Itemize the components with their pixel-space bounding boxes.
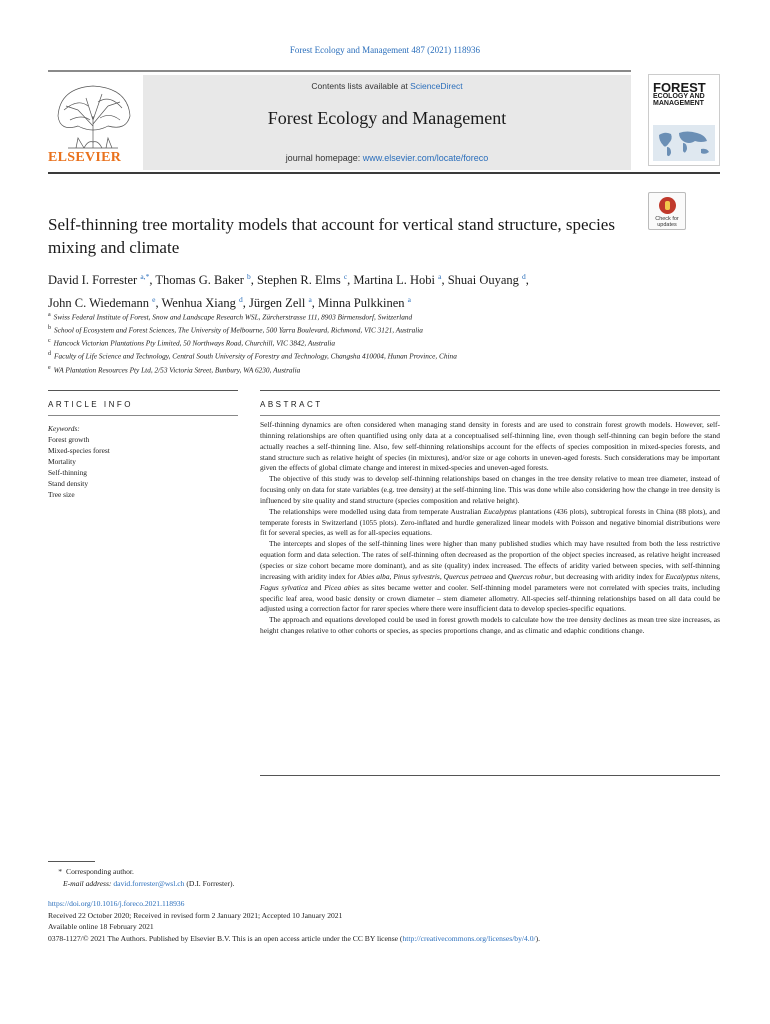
abstract-body	[260, 420, 720, 637]
author-name[interactable]: Shuai Ouyang	[447, 273, 519, 288]
species-name: Fagus sylvatica	[260, 582, 308, 592]
license-link[interactable]: http://creativecommons.org/licenses/by/4.0/	[402, 933, 536, 943]
check-updates-line-1: Check for	[655, 216, 679, 222]
abstract-text: as sites became wetter and cooler. Self-thinning model parameters were not correlated with species traits, including specific leaf area, wood basic density or crown diameter – stem diameter allometry. All-species self-thinning relationships based on all data could be adjusted using a correction factor for rarer species where there were insufficient data to develop species-specific equations.	[260, 582, 720, 614]
affiliation-letter: d	[48, 351, 51, 358]
abstract-text: The intercepts and slopes of the self-thinning lines were higher than many published studies which may have resulted from both the less restrictive equation form and data selection. The rates of self-thinning often decreased as the proportion of the object species increased, as relative height increased (species or size cohort became more dominant), and as site (quality) index increased. The effects of aridity varied between species, with self-thinning increasing with aridity index for	[260, 539, 720, 581]
affiliation-marker[interactable]: b	[247, 272, 251, 281]
journal-masthead	[143, 75, 631, 170]
affiliation-text: Faculty of Life Science and Technology, Central South University of Forestry and Technology, Changsha 410004, Hunan Province, China	[54, 351, 457, 361]
abstract-paragraph	[260, 539, 720, 615]
cover-line-3: MANAGEMENT	[653, 99, 704, 107]
cover-line-2: ECOLOGY AND	[653, 93, 705, 101]
keyword-item: Forest growth	[48, 435, 90, 444]
keywords-label: Keywords:	[48, 424, 80, 433]
contents-prefix: Contents lists available at	[311, 81, 411, 91]
article-info-top-rule	[48, 390, 238, 391]
footnote-rule	[48, 861, 95, 862]
email-suffix: (D.I. Forrester).	[184, 879, 235, 888]
affiliation-marker[interactable]: a	[438, 272, 442, 281]
affiliation-letter: b	[48, 325, 51, 332]
license-text: 0378-1127/© 2021 The Authors. Published by Elsevier B.V. This is an open access article under the CC BY license (	[48, 933, 403, 943]
abstract-divider	[260, 415, 720, 416]
affiliation-text: WA Plantation Resources Pty Ltd, 2/53 Victoria Street, Bunbury, WA 6230, Australia	[53, 364, 301, 374]
article-title: Self-thinning tree mortality models that account for vertical stand structure, species mixing and climate	[48, 215, 615, 257]
check-for-updates-label	[649, 216, 685, 228]
author-name[interactable]: John C. Wiedemann	[48, 296, 149, 311]
journal-homepage-line	[143, 153, 631, 163]
article-info-divider	[48, 415, 238, 416]
author-list: David I. Forrester $^{a,*}$, Thomas G. Baker $^b$, Stephen R. Elms $^c$, Martina L. Hobi $^a$, Shuai Ouyang $^d$, John C. Wiedemann $^e$, Wenhua Xiang $^d$, Jürgen Zell $^a$, Minna Pulkkinen $^a$	[48, 272, 529, 311]
footnote-star: *	[58, 867, 62, 876]
header-top-rule	[48, 70, 631, 72]
header-bottom-rule	[48, 172, 720, 174]
author-name[interactable]: Martina L. Hobi	[353, 273, 435, 288]
available-online-date: Available online 18 February 2021	[48, 922, 154, 932]
corresponding-label: Corresponding author.	[66, 867, 134, 876]
abstract-text: ,	[439, 571, 444, 581]
author-name[interactable]: Minna Pulkkinen	[318, 296, 405, 311]
corresponding-author-footnote	[48, 866, 720, 890]
cover-title	[653, 82, 706, 108]
affiliation-marker[interactable]: c	[343, 272, 348, 281]
journal-homepage-link[interactable]: www.elsevier.com/locate/foreco	[362, 153, 489, 163]
abstract-heading: ABSTRACT	[260, 400, 323, 409]
received-dates: Received 22 October 2020; Received in revised form 2 January 2021; Accepted 10 January 2021	[48, 910, 343, 920]
world-map-icon	[653, 125, 715, 161]
author-email-link[interactable]: david.forrester@wsl.ch	[113, 879, 185, 888]
journal-cover-image	[648, 74, 720, 166]
affiliation-letter: c	[48, 338, 51, 345]
journal-citation[interactable]: Forest Ecology and Management 487 (2021) 118936	[289, 45, 481, 55]
keyword-item: Mixed-species forest	[48, 446, 110, 455]
author-name[interactable]: Thomas G. Baker	[155, 273, 244, 288]
keyword-item: Mortality	[48, 457, 76, 466]
contents-available-line	[143, 81, 631, 91]
affiliation-letter: e	[48, 364, 51, 371]
abstract-paragraph	[260, 507, 720, 540]
species-name: Quercus petraea	[443, 571, 494, 581]
affiliation-marker[interactable]: e	[152, 295, 156, 305]
bookmark-icon	[659, 197, 676, 214]
check-for-updates-button[interactable]	[648, 192, 686, 230]
license-suffix: ).	[535, 933, 541, 943]
affiliation-marker[interactable]: a,	[140, 272, 146, 281]
affiliation-list	[48, 310, 728, 376]
homepage-prefix: journal homepage:	[285, 153, 363, 163]
sciencedirect-link[interactable]: ScienceDirect	[410, 81, 463, 91]
elsevier-wordmark: ELSEVIER	[48, 150, 122, 165]
cover-line-1: FOREST	[653, 80, 706, 95]
affiliation-text: Hancock Victorian Plantations Pty Limited, 50 Northways Road, Churchill, VIC 3842, Australia	[53, 338, 336, 348]
species-name: Eucalyptus nitens	[665, 571, 719, 581]
abstract-paragraph: Self-thinning dynamics are often considered when managing stand density in forests and are used to constrain forest growth models. However, self-thinning relationships are often quantified using only data at a conceptualised self-thinning line, even though self-thinning can begin before the stand actually reaches a self-thinning line. Also, few self-thinning relationships account for the effects of species composition in mixed-species forests, and stand structure such as relative height of species (in mixtures), and/or size or age cohorts in uneven-aged forests. Such considerations may be important given the effects of global climate change and interest in mixed-species and uneven-aged forests.	[260, 420, 720, 473]
abstract-text: and	[307, 582, 325, 592]
species-name: Abies alba	[357, 571, 390, 581]
abstract-text: , but decreasing with aridity index for	[551, 571, 666, 581]
doi-link[interactable]: https://doi.org/10.1016/j.foreco.2021.118936	[48, 899, 185, 908]
keyword-item: Self-thinning	[48, 468, 88, 477]
journal-title: Forest Ecology and Management	[267, 108, 507, 128]
affiliation-item	[48, 336, 728, 349]
abstract-top-rule	[260, 390, 720, 391]
species-name: Pinus sylvestris	[393, 571, 440, 581]
corresponding-marker[interactable]: *	[145, 272, 150, 281]
affiliation-text: Swiss Federal Institute of Forest, Snow and Landscape Research WSL, Zürcherstrasse 111, 8903 Birmensdorf, Switzerland	[53, 312, 413, 322]
abstract-paragraph: The approach and equations developed could be used in forest growth models to calculate how the tree density declines as mean tree size increases, as height changes relative to other cohorts or species, as species proportions change, and as climatic and edaphic conditions change.	[260, 615, 720, 636]
abstract-text: ,	[718, 571, 721, 581]
email-line	[48, 878, 720, 890]
affiliation-item	[48, 349, 728, 362]
publication-info	[48, 898, 738, 944]
abstract-text: The relationships were modelled using data from temperate Australian	[269, 506, 484, 516]
affiliation-text: School of Ecosystem and Forest Sciences, The University of Melbourne, 500 Yarra Boulevard, Richmond, VIC 3121, Australia	[54, 325, 423, 335]
abstract-text: ,	[389, 571, 394, 581]
affiliation-letter: a	[48, 312, 51, 318]
species-name: Quercus robur	[507, 571, 552, 581]
species-name: Eucalyptus	[483, 506, 517, 516]
keywords-block	[48, 423, 238, 500]
abstract-text: and	[493, 571, 508, 581]
affiliation-marker[interactable]: a	[308, 295, 312, 305]
abstract-text: plantations (436 plots), subtropical forests in China (88 plots), and temperate forests in Switzerland (1055 plots). Zero-inflated and hurdle generalized linear models with Poisson and negative binomial distributions were fit for several species, as well as for all-species equations.	[260, 506, 720, 538]
keyword-item: Stand density	[48, 479, 89, 488]
affiliation-item	[48, 363, 728, 376]
author-name[interactable]: Stephen R. Elms	[257, 273, 341, 288]
abstract-end-rule	[260, 775, 720, 776]
affiliation-marker[interactable]: d	[238, 295, 243, 305]
abstract-paragraph: The objective of this study was to develop self-thinning relationships based on changes in the tree density relative to mean tree diameter, instead of focusing only on data for state variables (e.g. tree density) at the self-thinning line. This was done while also considering how the change in tree density is influenced by site quality and stand structure (species composition and relative height).	[260, 474, 720, 505]
article-info-heading: ARTICLE INFO	[48, 400, 133, 409]
keyword-item: Tree size	[48, 490, 75, 499]
author-name[interactable]: David I. Forrester	[48, 273, 138, 288]
affiliation-item	[48, 310, 728, 323]
species-name: Picea abies	[324, 582, 360, 592]
corresponding-line	[48, 866, 720, 878]
author-name[interactable]: Wenhua Xiang	[161, 296, 236, 311]
email-label: E-mail address:	[63, 879, 114, 888]
check-updates-line-2: updates	[657, 222, 677, 229]
affiliation-marker[interactable]: a	[407, 295, 411, 305]
author-name[interactable]: Jürgen Zell	[248, 296, 306, 311]
license-line	[48, 933, 738, 945]
affiliation-item	[48, 323, 728, 336]
affiliation-marker[interactable]: d	[522, 272, 526, 281]
